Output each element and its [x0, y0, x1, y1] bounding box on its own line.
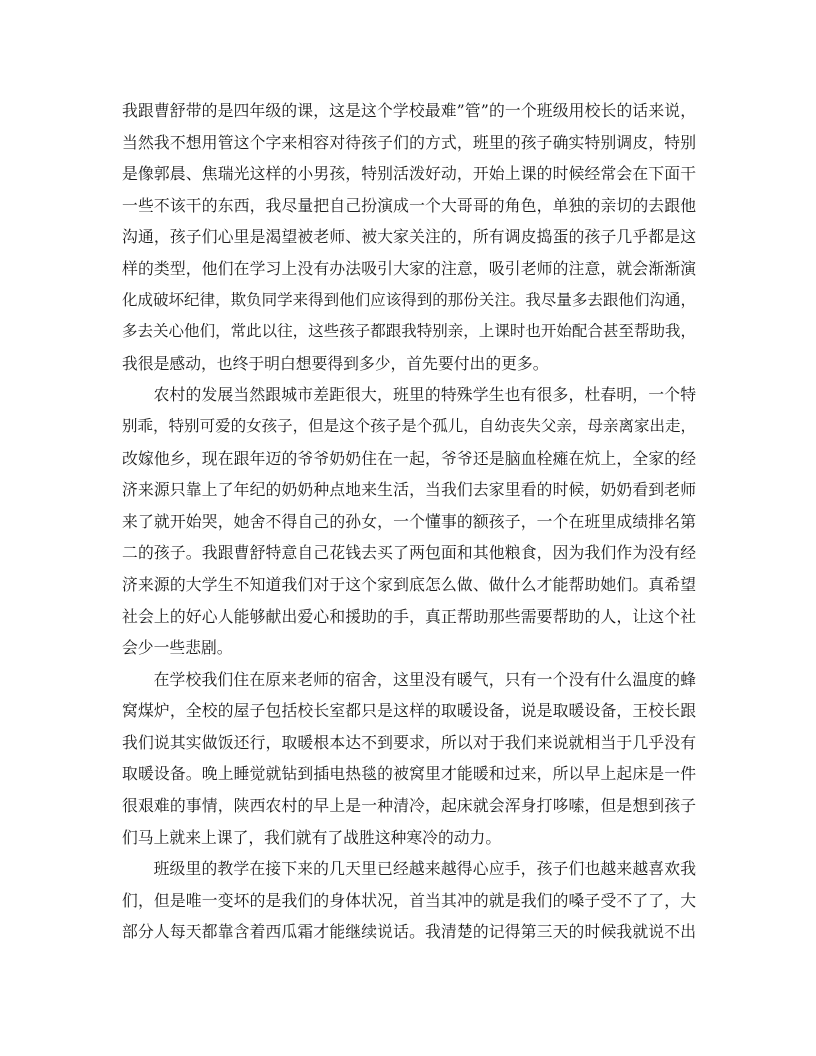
paragraph-2 — [122, 379, 696, 663]
text-line: 改嫁他乡，现在跟年迈的爷爷奶奶住在一起，爷爷还是脑血栓瘫在炕上，全家的经 — [122, 448, 696, 468]
text-line: 别乖，特别可爱的女孩子，但是这个孩子是个孤儿，自幼丧失父亲，母亲离家出走， — [122, 416, 696, 435]
text-line: 们，但是唯一变坏的是我们的身体状况，首当其冲的就是我们的嗓子受不了了，大 — [122, 890, 696, 910]
text-line: 窝煤炉，全校的屋子包括校长室都只是这样的取暖设备，说是取暖设备，王校长跟 — [122, 701, 696, 721]
text-line: 是像郭晨、焦瑞光这样的小男孩，特别活泼好动，开始上课的时候经常会在下面干 — [122, 164, 696, 184]
text-line: 会少一些悲剧。 — [122, 638, 233, 658]
text-line: 当然我不想用管这个字来相容对待孩子们的方式，班里的孩子确实特别调皮，特别 — [122, 132, 696, 152]
text-line: 样的类型，他们在学习上没有办法吸引大家的注意，吸引老师的注意，就会渐渐演 — [122, 258, 696, 278]
text-line: 部分人每天都靠含着西瓜霜才能继续说话。我清楚的记得第三天的时候我就说不出 — [122, 922, 696, 942]
text-line: 取暖设备。晚上睡觉就钻到插电热毯的被窝里才能暖和过来，所以早上起床是一件 — [122, 764, 696, 784]
text-line: 我跟曹舒带的是四年级的课，这是这个学校最难”管”的一个班级用校长的话来说， — [122, 101, 696, 120]
text-line: 沟通，孩子们心里是渴望被老师、被大家关注的，所有调皮捣蛋的孩子几乎都是这 — [122, 227, 696, 247]
paragraph-4 — [122, 853, 696, 948]
text-line: 来了就开始哭，她舍不得自己的孙女，一个懂事的额孩子，一个在班里成绩排名第 — [122, 511, 696, 531]
text-line: 班级里的教学在接下来的几天里已经越来越得心应手，孩子们也越来越喜欢我 — [153, 859, 696, 879]
paragraph-3 — [122, 664, 696, 854]
text-line: 化成破坏纪律，欺负同学来得到他们应该得到的那份关注。我尽量多去跟他们沟通， — [122, 290, 696, 309]
text-line: 济来源的大学生不知道我们对于这个家到底怎么做、做什么才能帮助她们。真希望 — [122, 574, 696, 594]
text-line: 二的孩子。我跟曹舒特意自己花钱去买了两包面和其他粮食，因为我们作为没有经 — [122, 543, 696, 563]
text-line: 我很是感动，也终于明白想要得到多少，首先要付出的更多。 — [122, 353, 549, 373]
text-line: 济来源只靠上了年纪的奶奶种点地来生活，当我们去家里看的时候，奶奶看到老师 — [122, 480, 696, 500]
text-line: 我们说其实做饭还行，取暖根本达不到要求，所以对于我们来说就相当于几乎没有 — [122, 732, 696, 752]
text-line: 在学校我们住在原来老师的宿舍，这里没有暖气，只有一个没有什么温度的蜂 — [153, 669, 696, 689]
text-line: 很艰难的事情，陕西农村的早上是一种清冷，起床就会浑身打哆嗦，但是想到孩子 — [122, 796, 696, 816]
paragraph-1 — [122, 95, 696, 379]
text-line: 一些不该干的东西，我尽量把自己扮演成一个大哥哥的角色，单独的亲切的去跟他 — [122, 195, 696, 215]
document-page — [122, 95, 696, 948]
text-line: 多去关心他们，常此以往，这些孩子都跟我特别亲，上课时也开始配合甚至帮助我， — [122, 322, 696, 341]
text-line: 们马上就来上课了，我们就有了战胜这种寒冷的动力。 — [122, 827, 502, 847]
text-line: 农村的发展当然跟城市差距很大，班里的特殊学生也有很多，杜春明，一个特 — [153, 385, 696, 405]
text-line: 社会上的好心人能够献出爱心和援助的手，真正帮助那些需要帮助的人，让这个社 — [122, 606, 696, 626]
